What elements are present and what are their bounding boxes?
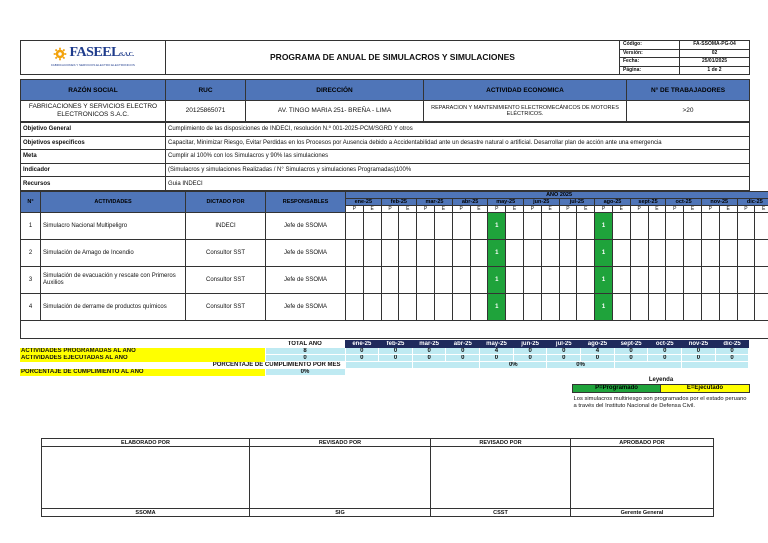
planned-cell [630,294,648,321]
executed-cell [470,213,488,240]
planned-cell [666,294,684,321]
activity-name: Simulación de Amago de Incendio [41,240,186,267]
ejecutadas-month-value: 0 [614,355,648,362]
year-header: AÑO 2025 [346,192,768,199]
planned-cell [381,267,399,294]
programadas-month-value: 0 [715,348,749,355]
month-header: mar-25 [417,199,453,206]
executed-subheader: E [363,206,381,213]
planned-cell [559,294,577,321]
activity-name: Simulación de derrame de productos químicos [41,294,186,321]
executed-cell [577,267,595,294]
activity-number: 1 [21,213,41,240]
planned-cell [737,240,755,267]
executed-cell [434,240,452,267]
totals-table [20,340,749,376]
planned-cell [737,213,755,240]
programadas-month-value: 0 [412,348,446,355]
executed-cell [541,240,559,267]
planned-cell: 1 [595,240,613,267]
executed-subheader: E [612,206,630,213]
executed-cell [577,294,595,321]
planned-cell [417,267,435,294]
programadas-month-value: 4 [480,348,514,355]
executed-subheader: E [755,206,768,213]
planned-subheader: P [559,206,577,213]
planned-cell [737,294,755,321]
planned-cell: 1 [488,240,506,267]
totals-spacer [20,341,265,348]
total-month-header: ago-25 [581,341,615,348]
objective-value: Guia INDECI [166,177,750,191]
planned-cell [417,240,435,267]
planned-cell: 1 [595,294,613,321]
header-razon-social: RAZÓN SOCIAL [21,80,166,101]
executed-cell [755,240,768,267]
planned-cell [666,267,684,294]
signature-title: REVISADO POR [250,439,431,447]
signature-title: ELABORADO POR [42,439,250,447]
company-logo: FASEELS.A.C. FABRICACIONES Y SERVICIOS ELECTRO ELECTRONICOS [21,41,166,75]
planned-cell [452,294,470,321]
planned-subheader: P [452,206,470,213]
ejecutadas-total: 0 [265,355,345,362]
month-header: abr-25 [452,199,488,206]
executed-cell [612,213,630,240]
executed-cell [755,267,768,294]
objective-label: Indicador [21,163,166,177]
executed-cell [434,267,452,294]
column-num: N° [21,192,41,213]
executed-cell [648,294,666,321]
document-header [20,40,750,75]
objective-value: Cumplimiento de las disposiciones de INDECI, resolución N.º 001-2025-PCM/SGRD Y otros [166,123,750,137]
planned-cell [417,213,435,240]
signature-title: REVISADO POR [431,439,571,447]
executed-cell [684,240,702,267]
activity-dictado-por: INDECI [186,213,266,240]
executed-cell [577,213,595,240]
planned-cell [417,294,435,321]
executed-cell [541,213,559,240]
ejecutadas-month-value: 0 [513,355,547,362]
planned-cell [523,267,541,294]
programadas-month-value: 0 [648,348,682,355]
executed-cell [719,294,737,321]
pct-mes-value [412,362,479,369]
objective-value: (Simulacros y simulaciones Realizadas / N° Simulacros y simulaciones Programadas)100% [166,163,750,177]
planned-cell [381,294,399,321]
total-month-header: mar-25 [412,341,446,348]
ejecutadas-month-value: 0 [446,355,480,362]
executed-cell [363,294,381,321]
executed-cell [363,213,381,240]
meta-label: Código: [620,41,680,50]
planned-cell [666,213,684,240]
legend-note: Los simulacros multiriesgo son programados por el estado peruano a través del Instituto Nacional de Defensa Civil. [573,396,747,410]
executed-cell [719,240,737,267]
column-actividades: ACTIVIDADES [41,192,186,213]
activity-number: 3 [21,267,41,294]
column-dictado-por: DICTADO POR [186,192,266,213]
planned-cell [381,213,399,240]
executed-cell [612,267,630,294]
executed-cell [399,267,417,294]
programadas-month-value: 0 [547,348,581,355]
executed-cell [434,213,452,240]
signature-role: SIG [250,509,431,517]
month-header: feb-25 [381,199,417,206]
planned-cell [559,213,577,240]
programadas-month-value: 0 [682,348,716,355]
executed-cell [541,294,559,321]
planned-cell: 1 [595,213,613,240]
signature-role: CSST [431,509,571,517]
signature-title: APROBADO POR [571,439,714,447]
activity-responsable: Jefe de SSOMA [266,240,346,267]
planned-cell: 1 [488,213,506,240]
header-ruc: RUC [166,80,246,101]
signature-box [571,447,714,509]
activity-dictado-por: Consultor SST [186,294,266,321]
planned-subheader: P [417,206,435,213]
planned-cell [559,240,577,267]
planned-cell [346,240,364,267]
pct-mes-value [614,362,681,369]
executed-subheader: E [719,206,737,213]
executed-cell [434,294,452,321]
executed-cell [612,240,630,267]
activity-dictado-por: Consultor SST [186,240,266,267]
planned-cell [701,240,719,267]
signatures-table [41,438,714,517]
executed-cell [684,213,702,240]
activity-number: 2 [21,240,41,267]
razon-social-value: FABRICACIONES Y SERVICIOS ELECTRO ELECTRONICOS S.A.C. [21,101,166,122]
executed-cell [506,294,524,321]
total-year-header: TOTAL AÑO [287,340,322,347]
planned-cell: 1 [488,294,506,321]
month-header: jul-25 [559,199,595,206]
executed-cell [506,213,524,240]
header-trabajadores: N° DE TRABAJADORES [627,80,750,101]
programadas-month-value: 4 [581,348,615,355]
ruc-value: 20125865071 [166,101,246,122]
executed-cell [363,240,381,267]
executed-subheader: E [506,206,524,213]
signature-box [42,447,250,509]
executed-subheader: E [648,206,666,213]
ejecutadas-month-value: 0 [480,355,514,362]
activity-responsable: Jefe de SSOMA [266,267,346,294]
document-title: PROGRAMA DE ANUAL DE SIMULACROS Y SIMULACIONES [166,41,620,75]
executed-cell [612,294,630,321]
planned-cell [381,240,399,267]
executed-cell [470,294,488,321]
pct-anio-value: 0% [265,369,345,376]
meta-value-page: 1 de 2 [680,66,750,75]
planned-cell [737,267,755,294]
meta-label: Versión: [620,49,680,58]
total-month-header: oct-25 [648,341,682,348]
month-header: jun-25 [523,199,559,206]
activity-responsable: Jefe de SSOMA [266,213,346,240]
month-header: ago-25 [595,199,631,206]
pct-mes-value [345,362,412,369]
executed-subheader: E [577,206,595,213]
planned-cell [701,267,719,294]
executed-cell [470,240,488,267]
activity-name: Simulacro Nacional Multipeligro [41,213,186,240]
executed-cell [684,267,702,294]
executed-cell [755,294,768,321]
legend [572,376,750,414]
ejecutadas-month-value: 0 [412,355,446,362]
legend-executed: E=Ejecutado [661,384,750,392]
pct-mes-value: 0% [480,362,547,369]
programadas-total: 8 [265,348,345,355]
planned-cell [666,240,684,267]
total-month-header: may-25 [480,341,514,348]
total-month-header: jul-25 [547,341,581,348]
direccion-value: AV. TINGO MARIA 251- BREÑA - LIMA [246,101,424,122]
executed-cell [648,267,666,294]
executed-cell [506,240,524,267]
meta-value-version: 02 [680,49,750,58]
planned-cell [452,267,470,294]
trabajadores-value: >20 [627,101,750,122]
gear-logo-icon [53,47,67,61]
meta-value-date: 25/01/2025 [680,58,750,67]
executed-subheader: E [470,206,488,213]
activity-row [21,213,768,240]
activity-name: Simulación de evacuación y rescate con Primeros Auxilios [41,267,186,294]
month-header: ene-25 [346,199,382,206]
company-info-table [20,79,750,122]
ejecutadas-month-value: 0 [581,355,615,362]
planned-cell [452,240,470,267]
meta-value-code: FA-SSOMA-PG-04 [680,41,750,50]
planned-subheader: P [381,206,399,213]
programadas-month-value: 0 [614,348,648,355]
signature-box [431,447,571,509]
header-direccion: DIRECCIÓN [246,80,424,101]
executed-cell [399,213,417,240]
objective-label: Objetivo General [21,123,166,137]
planned-subheader: P [346,206,364,213]
objective-label: Meta [21,150,166,164]
total-month-header: feb-25 [379,341,413,348]
activity-row [21,294,768,321]
month-header: oct-25 [666,199,702,206]
activity-number: 4 [21,294,41,321]
total-month-header: sept-25 [614,341,648,348]
executed-cell [719,213,737,240]
planned-cell [630,213,648,240]
executed-subheader: E [399,206,417,213]
programadas-month-value: 0 [379,348,413,355]
planned-cell [559,267,577,294]
total-month-header: ene-25 [345,341,379,348]
activity-row [21,240,768,267]
planned-cell [523,213,541,240]
objectives-table [20,122,750,191]
planned-cell [346,294,364,321]
executed-subheader: E [684,206,702,213]
planned-cell [630,240,648,267]
total-month-header: abr-25 [446,341,480,348]
signature-role: SSOMA [42,509,250,517]
activities-schedule-table [20,191,768,339]
executed-cell [648,240,666,267]
total-month-header: jun-25 [513,341,547,348]
programadas-month-value: 0 [446,348,480,355]
planned-subheader: P [666,206,684,213]
executed-cell [755,213,768,240]
legend-title: Leyenda [648,376,674,383]
ejecutadas-month-value: 0 [345,355,379,362]
objective-label: Objetivos especificos [21,136,166,150]
executed-cell [399,240,417,267]
planned-subheader: P [630,206,648,213]
objective-value: Cumplir al 100% con los Simulacros y 90% las simulaciones [166,150,750,164]
legend-planned: P=Programado [573,384,661,392]
meta-label: Fecha: [620,58,680,67]
executed-subheader: E [434,206,452,213]
planned-cell [346,267,364,294]
planned-cell [523,240,541,267]
column-responsables: RESPONSABLES [266,192,346,213]
planned-cell [346,213,364,240]
total-month-header: nov-25 [682,341,716,348]
executed-cell [577,240,595,267]
ejecutadas-month-value: 0 [682,355,716,362]
planned-cell [523,294,541,321]
month-header: may-25 [488,199,524,206]
executed-cell [719,267,737,294]
programadas-label: ACTIVIDADES PROGRAMADAS AL AÑO [20,348,265,355]
pct-mes-value [682,362,749,369]
month-header: dic-25 [737,199,768,206]
executed-cell [541,267,559,294]
executed-subheader: E [541,206,559,213]
planned-cell [701,294,719,321]
total-month-header: dic-25 [715,341,749,348]
executed-cell [470,267,488,294]
executed-cell [506,267,524,294]
month-header: sept-25 [630,199,666,206]
planned-cell [452,213,470,240]
programadas-month-value: 0 [345,348,379,355]
planned-subheader: P [595,206,613,213]
actividad-value: REPARACION Y MANTENIMIENTO ELECTROMECÁNICOS DE MOTORES ELÉCTRICOS. [424,101,627,122]
ejecutadas-month-value: 0 [648,355,682,362]
planned-subheader: P [701,206,719,213]
signature-box [250,447,431,509]
activity-row [21,267,768,294]
planned-cell [630,267,648,294]
ejecutadas-month-value: 0 [547,355,581,362]
executed-cell [363,267,381,294]
pct-anio-label: PORCENTAJE DE CUMPLIMIENTO AL AÑO [20,369,265,376]
pct-mes-value: 0% [547,362,614,369]
executed-cell [399,294,417,321]
header-actividad: ACTIVIDAD ECONOMICA [424,80,627,101]
pct-mes-label: PORCENTAJE DE CUMPLIMIENTO POR MES [212,362,341,368]
month-header: nov-25 [701,199,737,206]
planned-subheader: P [737,206,755,213]
meta-label: Página: [620,66,680,75]
ejecutadas-month-value: 0 [715,355,749,362]
activity-dictado-por: Consultor SST [186,267,266,294]
planned-subheader: P [523,206,541,213]
planned-cell [701,213,719,240]
ejecutadas-label: ACTIVIDADES EJECUTADAS AL AÑO [20,355,265,362]
executed-cell [648,213,666,240]
objective-label: Recursos [21,177,166,191]
spacer-row [21,321,768,339]
programadas-month-value: 0 [513,348,547,355]
objective-value: Capacitar, Minimizar Riesgo, Evitar Perdidas en los Procesos por Ausencia debido a Accidentabilidad ante un desastre natural o artificial. Desarrollar plan de acción ante una emergencia [166,136,750,150]
executed-cell [684,294,702,321]
planned-subheader: P [488,206,506,213]
ejecutadas-month-value: 0 [379,355,413,362]
planned-cell: 1 [488,267,506,294]
activity-responsable: Jefe de SSOMA [266,294,346,321]
planned-cell: 1 [595,267,613,294]
signature-role: Gerente General [571,509,714,517]
